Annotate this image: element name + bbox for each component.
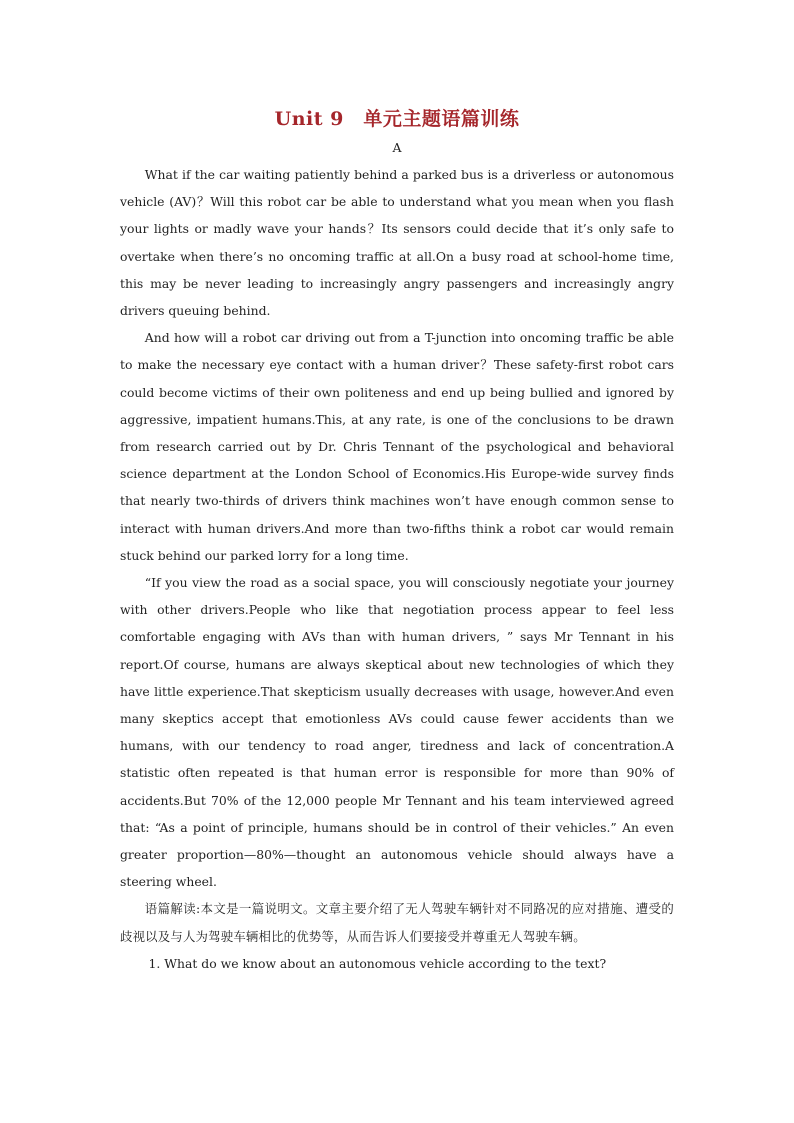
section-label: A [392,140,402,155]
text-analysis: 语篇解读:本文是一篇说明文。文章主要介绍了无人驾驶车辆针对不同路况的应对措施、遭受的歧视以及与人为驾驶车辆相比的优势等，从而告诉人们要接受并尊重无人驾驶车辆。 [120,901,674,944]
page-title: Unit 9 单元主题语篇训练 [274,108,520,130]
passage-body [120,161,674,977]
paragraph-3: “If you view the road as a social space, you will consciously negotiate your journey with other drivers.People who like that negotiation process appear to feel less comfortable engaging with AVs than with human drivers, ” says Mr Tennant in his report.Of course, humans are always skeptical about new technologies of which they have little experience.That skepticism usually decreases with usage, however.And even many skeptics accept that emotionless AVs could cause fewer accidents than we humans, with our tendency to road anger, tiredness and lack of concentration.A statistic often repeated is that human error is responsible for more than 90% of accidents.But 70% of the 12,000 people Mr Tennant and his team interviewed agreed that: “As a point of principle, humans should be in control of their vehicles.” An even greater proportion—80%—thought an autonomous vehicle should always have a steering wheel. [120,575,674,890]
paragraph-2: And how will a robot car driving out from a T-junction into oncoming traffic be able to make the necessary eye contact with a human driver？These safety-first robot cars could become victims of their own politeness and end up being bullied and ignored by aggressive, impatient humans.This, at any rate, is one of the conclusions to be drawn from research carried out by Dr. Chris Tennant of the psychological and behavioral science department at the London School of Economics.His Europe-wide survey finds that nearly two-thirds of drivers think machines won’t have enough common sense to interact with human drivers.And more than two-fifths think a robot car would remain stuck behind our parked lorry for a long time. [120,330,674,563]
question-1: 1. What do we know about an autonomous vehicle according to the text? [148,955,607,971]
paragraph-1: What if the car waiting patiently behind a parked bus is a driverless or autonomous vehicle (AV)？Will this robot car be able to understand what you mean when you flash your lights or madly wave your hands？Its sensors could decide that it’s only safe to overtake when there’s no oncoming traffic at all.On a busy road at school-home time, this may be never leading to increasingly angry passengers and increasingly angry drivers queuing behind. [120,167,674,319]
